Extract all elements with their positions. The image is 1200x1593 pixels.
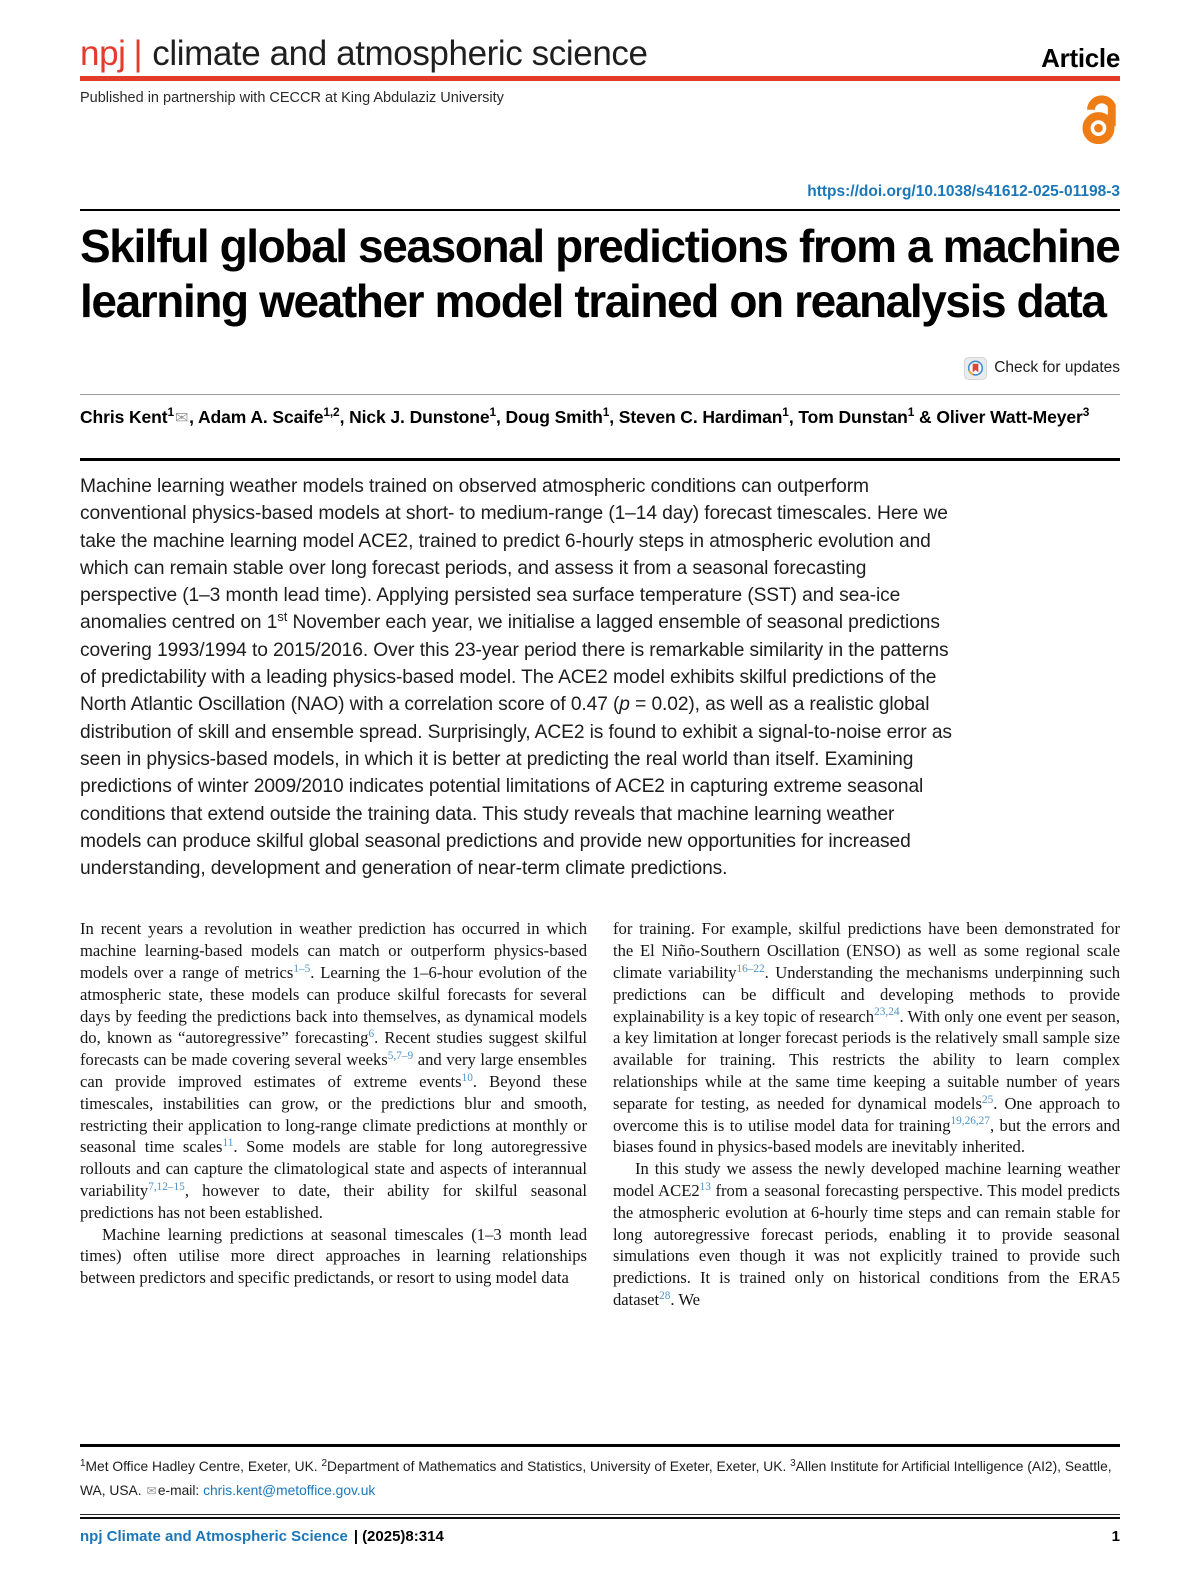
affiliations: $^1$Met Office Hadley Centre, Exeter, UK. $^2$Department of Mathematics and Statistics, University of Exeter, Exeter, UK. $^3$Allen Institute for Artificial Intelligence (AI2), Seattle, WA, USA. ✉e-mail: chris.kent@metoffice.gov.uk bbox=[80, 1457, 1112, 1498]
mail-icon: ✉ bbox=[175, 410, 189, 427]
footer-separator: | bbox=[353, 1528, 359, 1545]
abstract-rule bbox=[80, 458, 1120, 461]
brand-rule bbox=[80, 76, 1120, 81]
paragraph: for training. For example, skilful predictions have been demonstrated for the El Niño-Southern Oscillation (ENSO) as well as some regional scale climate variability$^{16-22}$. Understanding the mechanisms underpinning such predictions can be difficult and developing methods to provide explainability is a key topic of research$^{23,24}$. With only one event per season, a key limitation at longer forecast periods is the relatively small sample size available for training. This restricts the ability to learn complex relationships while at the same time keeping a suitable number of years separate for testing, as needed for dynamical models$^{25}$. One approach to overcome this is to utilise model data for training$^{19,26,27}$, but the errors and biases found in physics-based models are inevitably inherited. bbox=[613, 919, 1121, 1157]
reference-superscript[interactable]: 19,26,27 bbox=[950, 1115, 990, 1128]
article-title: Skilful global seasonal predictions from a machine learning weather model trained on reanalysis data bbox=[80, 220, 1120, 327]
superscript: 1 bbox=[167, 405, 174, 420]
journal-logo-name: climate and atmospheric science bbox=[152, 34, 648, 73]
superscript: 3 bbox=[1082, 405, 1090, 420]
footer-citation-number: (2025)8:314 bbox=[362, 1528, 444, 1545]
footer-citation bbox=[80, 1528, 444, 1545]
check-for-updates-button[interactable] bbox=[80, 355, 1120, 381]
superscript: st bbox=[277, 609, 288, 625]
body-columns bbox=[80, 918, 1120, 1310]
open-access-icon bbox=[1078, 92, 1124, 144]
mail-icon: ✉ bbox=[146, 1484, 157, 1498]
reference-superscript[interactable]: 1–5 bbox=[293, 962, 311, 975]
page-number: 1 bbox=[1111, 1528, 1120, 1545]
affiliations-rule bbox=[80, 1444, 1120, 1447]
superscript: 1 bbox=[907, 405, 915, 420]
reference-superscript[interactable]: 23,24 bbox=[874, 1006, 900, 1019]
crossmark-icon bbox=[964, 357, 987, 380]
footer-rule bbox=[80, 1514, 1120, 1519]
superscript: 1 bbox=[80, 1457, 86, 1469]
reference-superscript[interactable]: 13 bbox=[699, 1180, 711, 1193]
superscript: 1 bbox=[489, 405, 496, 420]
reference-superscript[interactable]: 6 bbox=[368, 1028, 375, 1041]
article-type-label: Article bbox=[1041, 43, 1120, 73]
reference-superscript[interactable]: 5,7–9 bbox=[387, 1050, 414, 1063]
paragraph: In recent years a revolution in weather prediction has occurred in which machine learning-based models can match or outperform physics-based models over a range of metrics$^{1-5}$. Learning the 1–6-hour evolution of the atmospheric state, these models can produce skilful forecasts for several days by feeding the predictions back into themselves, as dynamical models do, known as “autoregressive” forecasting$^6$. Recent studies suggest skilful forecasts can be made covering several weeks$^{5,7-9}$ and very large ensembles can provide improved estimates of extreme events$^{10}$. Beyond these timescales, instabilities can grow, or the predictions blur and smooth, restricting their application to long-range climate predictions at monthly or seasonal time scales$^{11}$. Some models are stable for long autoregressive rollouts and can capture the climatological state and aspects of interannual variability$^{7,12-15}$, however to date, their ability for skilful seasonal predictions has not been established. bbox=[80, 919, 587, 1222]
journal-logo bbox=[80, 34, 648, 74]
reference-superscript[interactable]: 25 bbox=[981, 1093, 994, 1106]
reference-superscript[interactable]: 11 bbox=[222, 1137, 234, 1150]
superscript: 2 bbox=[321, 1457, 327, 1469]
italic-text: p bbox=[619, 694, 630, 716]
authors-rule bbox=[80, 394, 1120, 395]
email-link[interactable]: chris.kent@metoffice.gov.uk bbox=[203, 1483, 376, 1498]
doi-row bbox=[80, 182, 1120, 202]
reference-superscript[interactable]: 16–22 bbox=[736, 962, 765, 975]
paragraph: In this study we assess the newly developed machine learning weather model ACE2$^{13}$ from a seasonal forecasting perspective. This model predicts the atmospheric evolution at 6-hourly time steps and can remain stable for long autoregressive forecast periods, enabling it to provide seasonal simulations even though it was not explicitly trained to provide such predictions. It is trained only on historical conditions from the ERA5 dataset$^{28}$. We bbox=[613, 1159, 1120, 1309]
reference-superscript[interactable]: 7,12–15 bbox=[148, 1180, 185, 1193]
reference-superscript[interactable]: 10 bbox=[461, 1071, 473, 1084]
check-for-updates-label: Check for updates bbox=[994, 359, 1120, 376]
reference-superscript[interactable]: 28 bbox=[659, 1289, 671, 1302]
journal-logo-separator: | bbox=[133, 34, 143, 73]
partnership-note: Published in partnership with CECCR at King Abdulaziz University bbox=[80, 90, 504, 106]
footer-journal-name: npj Climate and Atmospheric Science bbox=[80, 1528, 348, 1545]
doi-link[interactable]: https://doi.org/10.1038/s41612-025-01198-3 bbox=[807, 183, 1120, 200]
page-bottom bbox=[80, 1444, 1120, 1545]
page-footer bbox=[80, 1528, 1120, 1545]
abstract-text: Machine learning weather models trained on observed atmospheric conditions can outperform conventional physics-based models at short- to medium-range (1–14 day) forecast timescales. Here we take the machine learning model ACE2, trained to predict 6-hourly steps in atmospheric evolution and which can remain stable over long forecast periods, and assess it from a seasonal forecasting perspective (1–3 month lead time). Applying persisted sea surface temperature (SST) and sea-ice anomalies centred on 1st November each year, we initialise a lagged ensemble of seasonal predictions covering 1993/1994 to 2015/2016. Over this 23-year period there is remarkable similarity in the patterns of predictability with a leading physics-based model. The ACE2 model exhibits skilful predictions of the North Atlantic Oscillation (NAO) with a correlation score of 0.47 (p = 0.02), as well as a realistic global distribution of skill and ensemble spread. Surprisingly, ACE2 is found to exhibit a signal-to-noise error as seen in physics-based models, in which it is better at predicting the real world than itself. Examining predictions of winter 2009/2010 indicates potential limitations of ACE2 in capturing extreme seasonal conditions that extend outside the training data. This study reveals that machine learning weather models can produce skilful global seasonal predictions and provide new opportunities for increased understanding, development and generation of near-term climate predictions. bbox=[80, 476, 952, 880]
intro-left-column bbox=[80, 918, 587, 1310]
intro-right-column bbox=[613, 918, 1120, 1310]
superscript: 1 bbox=[782, 405, 789, 420]
masthead bbox=[80, 0, 1120, 74]
author-list: Chris Kent$^1$✉, Adam A. Scaife$^{1,2}$, Nick J. Dunstone$^1$, Doug Smith$^1$, Steven C. Hardiman$^1$, Tom Dunstan$^1$ & Oliver Watt-Meyer$^3$ bbox=[80, 405, 1090, 427]
superscript: 1,2 bbox=[323, 405, 340, 420]
superscript: 3 bbox=[790, 1457, 796, 1469]
superscript: 1 bbox=[602, 405, 610, 420]
journal-logo-npj: npj bbox=[80, 34, 126, 73]
title-rule bbox=[80, 209, 1120, 211]
paragraph: Machine learning predictions at seasonal timescales (1–3 month lead times) often utilise more direct approaches in learning relationships between predictors and specific predictands, or resort to using model data bbox=[80, 1224, 587, 1288]
